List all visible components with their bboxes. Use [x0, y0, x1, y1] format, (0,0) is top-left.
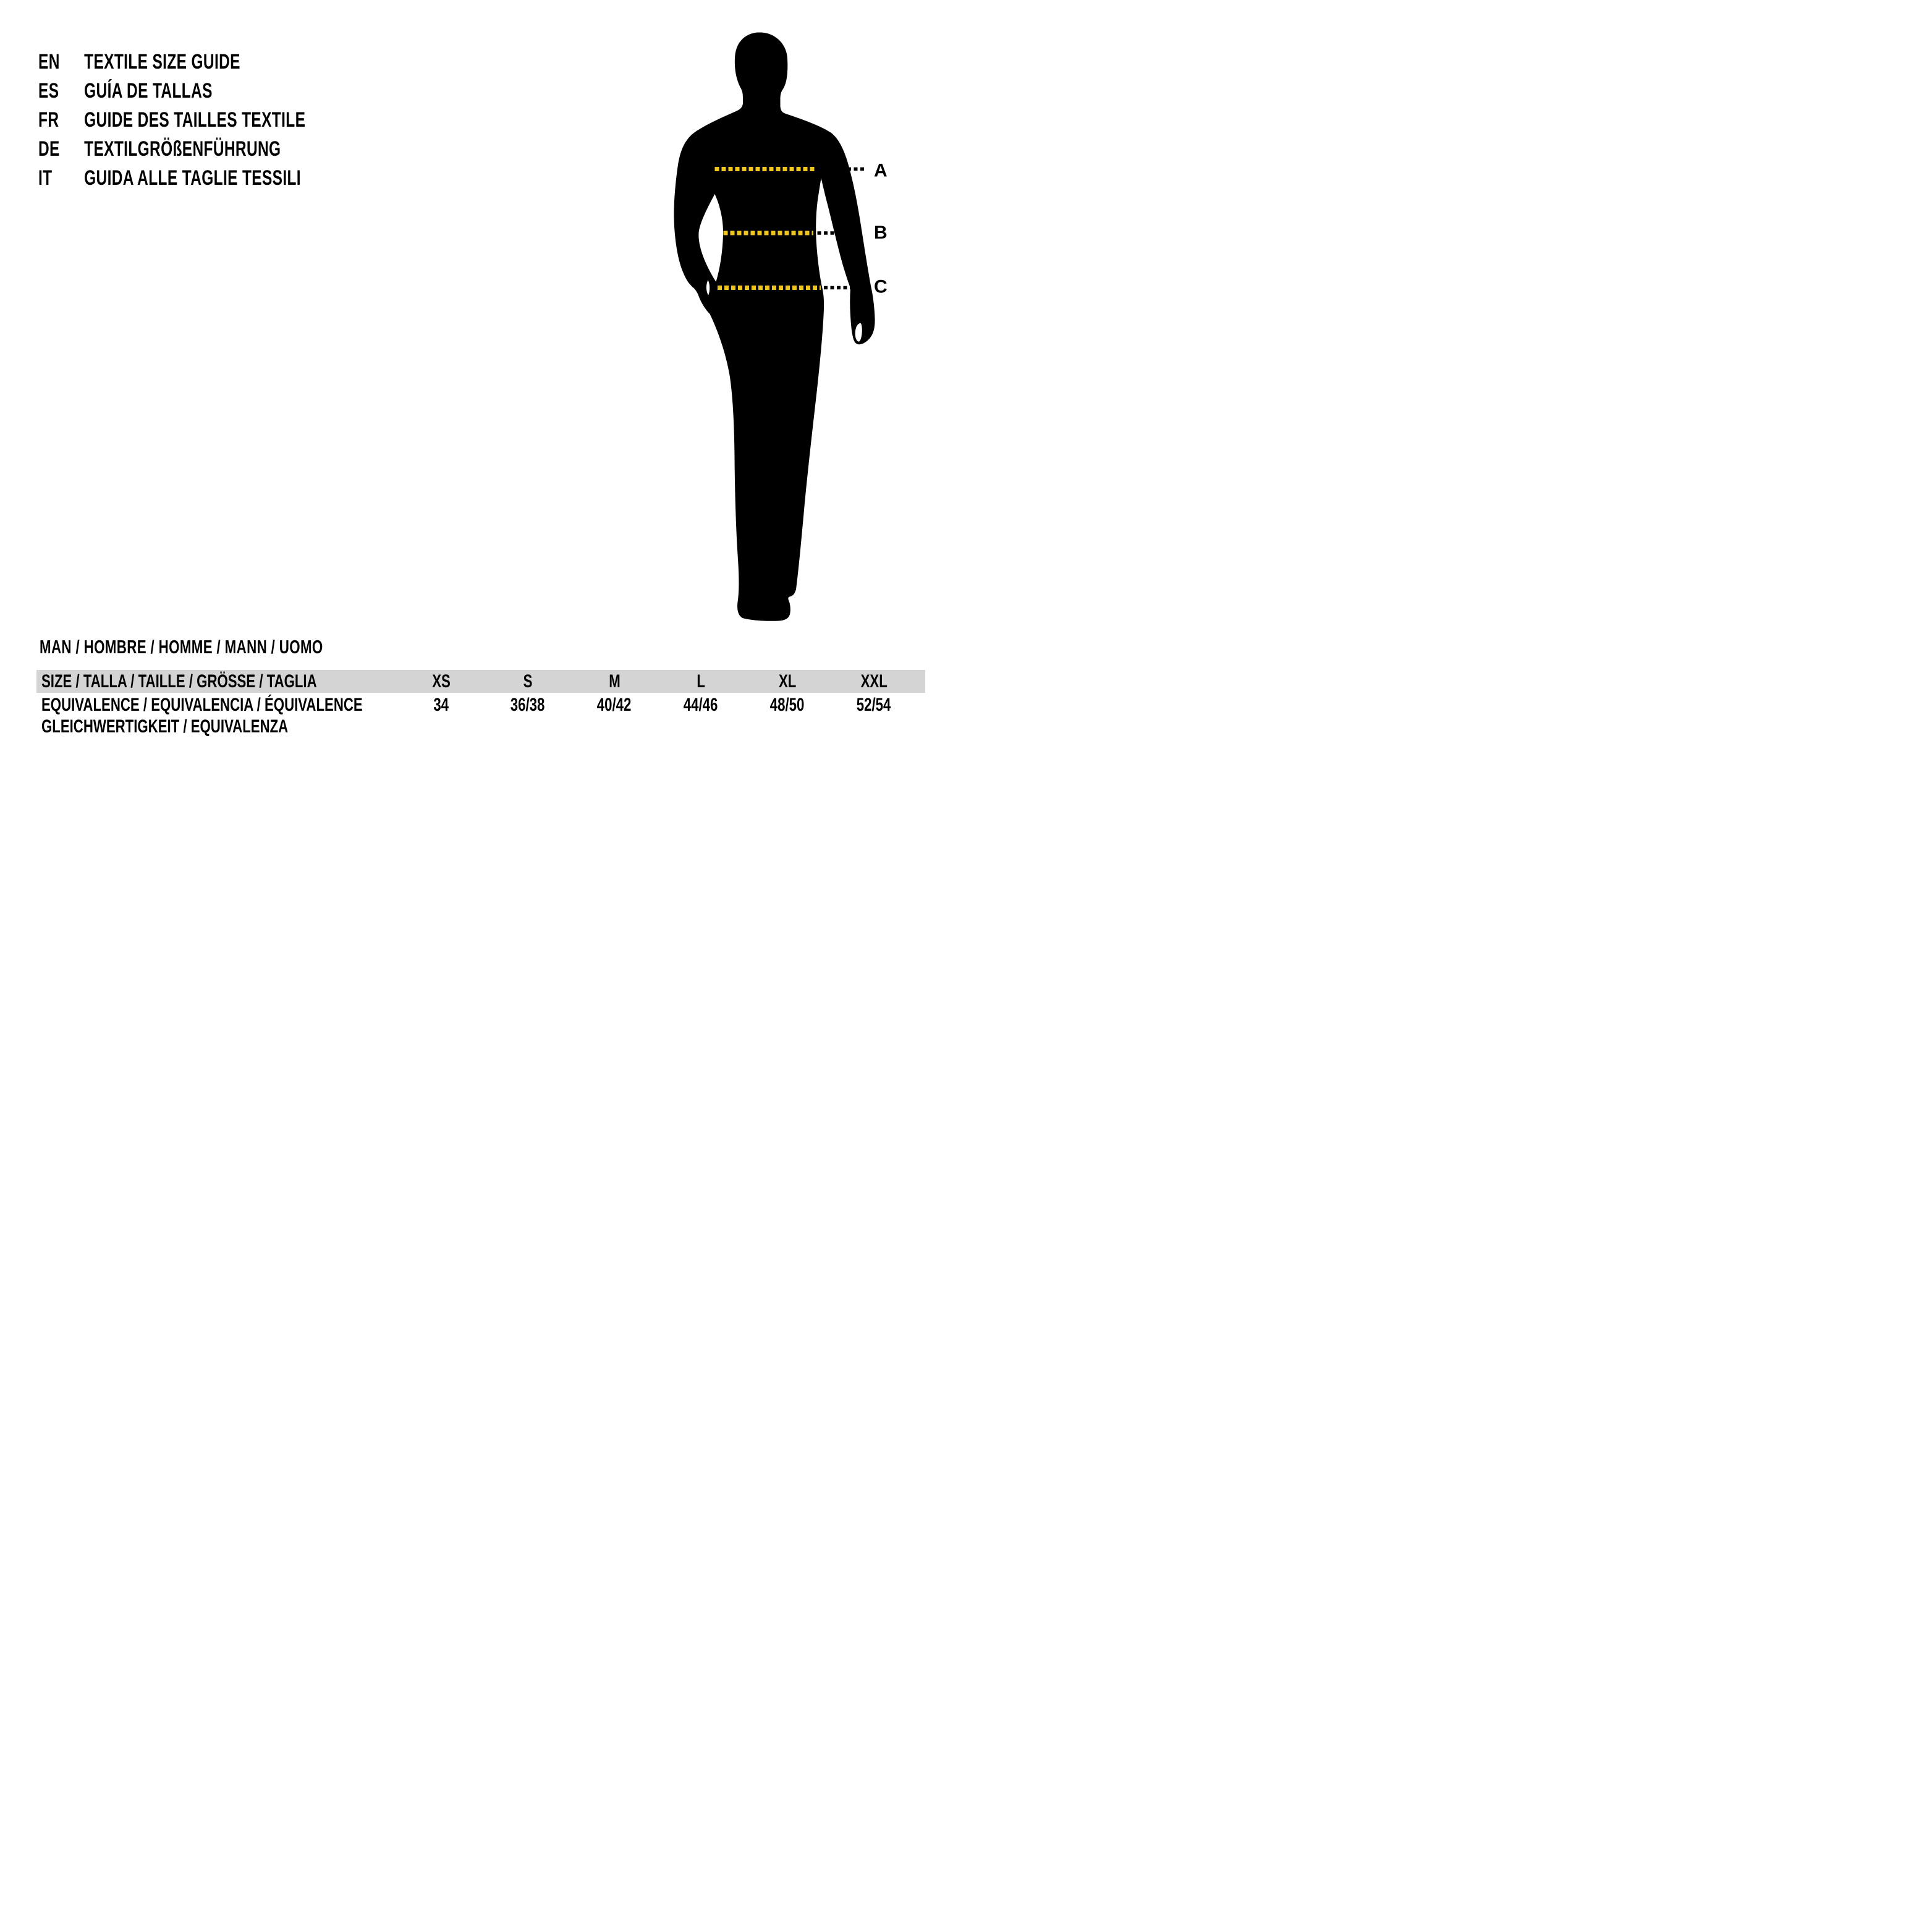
section-heading	[40, 636, 433, 658]
size-header-row	[36, 670, 925, 693]
language-title: TEXTILE SIZE GUIDE	[84, 50, 240, 74]
language-code: ES	[38, 79, 59, 103]
language-row	[38, 164, 409, 193]
equivalence-value-l: 44/46	[684, 695, 718, 715]
section-heading-text: MAN / HOMBRE / HOMME / MANN / UOMO	[40, 636, 323, 658]
language-title: GUIDA ALLE TAGLIE TESSILI	[84, 166, 301, 190]
equivalence-value-xl: 48/50	[770, 695, 805, 715]
size-col-xl: XL	[778, 671, 797, 692]
size-col-m: M	[608, 671, 621, 692]
equivalence-value-s: 36/38	[511, 695, 545, 715]
measure-label-a: A	[874, 160, 888, 181]
size-figure-svg	[643, 25, 902, 630]
size-col-xxl: XXL	[860, 671, 888, 692]
measure-label-c: C	[874, 276, 888, 297]
size-col-s: S	[523, 671, 533, 692]
language-code: IT	[38, 166, 53, 190]
language-row	[38, 135, 409, 164]
size-figure	[643, 25, 902, 630]
language-row	[38, 48, 409, 77]
language-title: GUÍA DE TALLAS	[84, 79, 213, 103]
size-header-label: SIZE / TALLA / TAILLE / GRÖSSE / TAGLIA	[41, 671, 317, 692]
language-title: TEXTILGRÖßENFÜHRUNG	[84, 137, 281, 161]
equivalence-value-xs: 34	[433, 695, 449, 715]
equivalence-row-line2	[36, 716, 925, 738]
size-col-l: L	[697, 671, 705, 692]
language-row	[38, 106, 409, 135]
language-list	[38, 48, 409, 193]
equivalence-label-line2: GLEICHWERTIGKEIT / EQUIVALENZA	[41, 716, 289, 737]
language-code: EN	[38, 50, 60, 74]
equivalence-row	[36, 694, 925, 716]
language-code: DE	[38, 137, 60, 161]
person-silhouette-icon	[674, 33, 875, 621]
size-guide-page	[0, 0, 966, 966]
equivalence-label: EQUIVALENCE / EQUIVALENCIA / ÉQUIVALENCE	[41, 695, 363, 715]
size-col-xs: XS	[432, 671, 451, 692]
language-title: GUIDE DES TAILLES TEXTILE	[84, 108, 306, 132]
measure-label-b: B	[874, 222, 888, 243]
equivalence-value-m: 40/42	[597, 695, 632, 715]
equivalence-value-xxl: 52/54	[857, 695, 891, 715]
language-row	[38, 77, 409, 106]
language-code: FR	[38, 108, 59, 132]
